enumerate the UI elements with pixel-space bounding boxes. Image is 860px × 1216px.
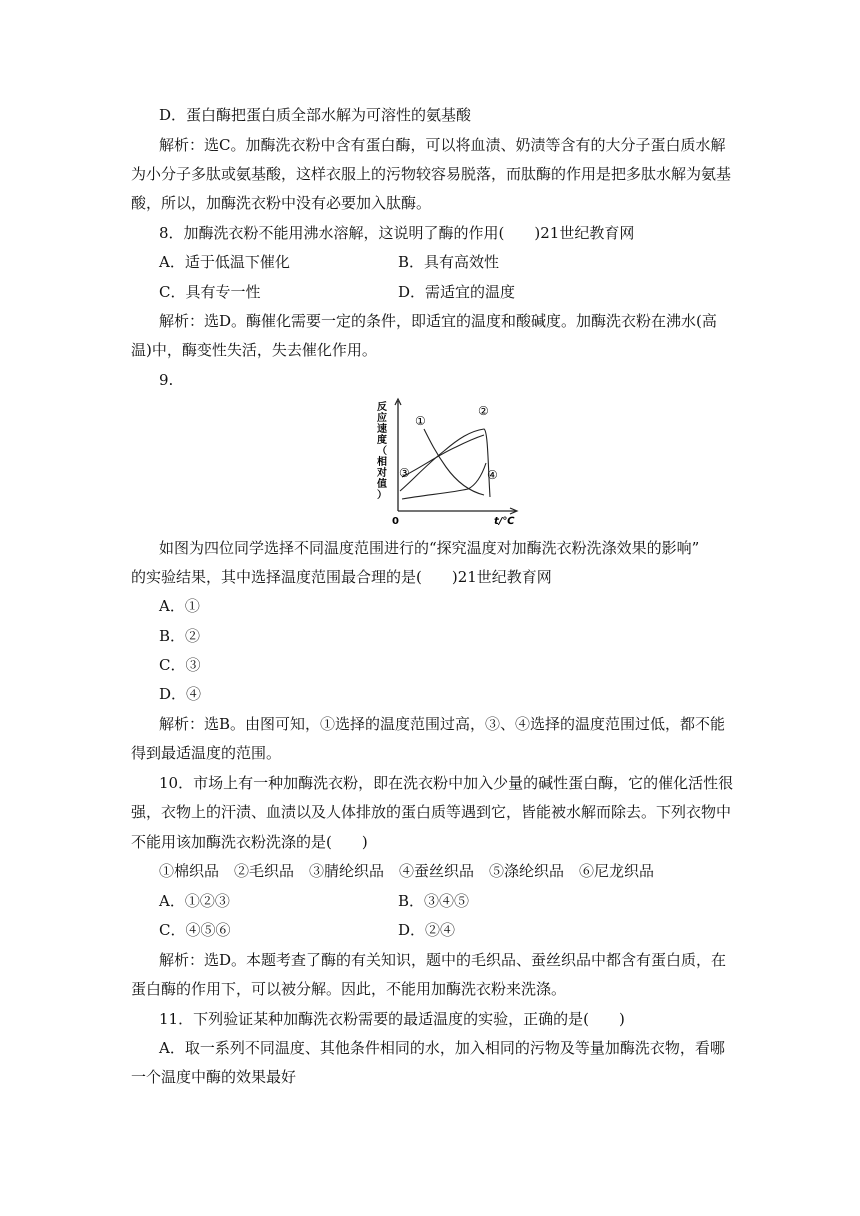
- q11-stem: 11．下列验证某种加酶洗衣粉需要的最适温度的实验，正确的是( ): [159, 1010, 625, 1028]
- q10-stem-line-3: 不能用该加酶洗衣粉洗涤的是( ): [131, 833, 368, 851]
- q10-analysis-line-2: 蛋白酶的作用下，可以被分解。因此，不能用加酶洗衣粉来洗涤。: [131, 980, 567, 998]
- q10-option-b: B．③④⑤: [398, 892, 470, 910]
- svg-text:（: （: [377, 446, 387, 457]
- curve-4: [402, 463, 486, 499]
- q8-option-c: C．具有专一性: [159, 283, 261, 301]
- q8-option-b: B．具有高效性: [398, 253, 500, 271]
- curve-3: [402, 435, 484, 477]
- q10-option-d: D．②④: [398, 921, 456, 939]
- svg-text:值: 值: [377, 479, 387, 490]
- q9-option-b: B．②: [159, 627, 201, 645]
- q10-analysis-line-1: 解析：选D。本题考查了酶的有关知识，题中的毛织品、蚕丝织品中都含有蛋白质，在: [159, 951, 727, 969]
- curve-2-label: ②: [478, 404, 489, 418]
- q11-option-a-line-1: A．取一系列不同温度、其他条件相同的水，加入相同的污物及等量加酶洗衣物，看哪: [159, 1039, 725, 1057]
- q8-analysis-line-1: 解析：选D。酶催化需要一定的条件，即适宜的温度和酸碱度。加酶洗衣粉在沸水(高: [159, 312, 717, 330]
- q7-analysis-line-1: 解析：选C。加酶洗衣粉中含有蛋白酶，可以将血渍、奶渍等含有的大分子蛋白质水解: [159, 136, 726, 154]
- svg-text:应: 应: [377, 413, 387, 424]
- svg-text:反: 反: [377, 402, 387, 413]
- q9-option-d: D．④: [159, 685, 202, 703]
- y-axis-label: [376, 400, 387, 501]
- svg-text:对: 对: [377, 468, 387, 479]
- q10-stem-line-1: 10．市场上有一种加酶洗衣粉，即在洗衣粉中加入少量的碱性蛋白酶，它的催化活性很: [159, 774, 734, 792]
- q8-stem: 8．加酶洗衣粉不能用沸水溶解，这说明了酶的作用( )21世纪教育网: [159, 224, 635, 242]
- origin-label: 0: [392, 516, 399, 527]
- curve-1-label: ①: [415, 414, 426, 428]
- q8-analysis-line-2: 温)中，酶变性失活，失去催化作用。: [131, 341, 377, 359]
- q9-analysis-line-2: 得到最适温度的范围。: [131, 744, 282, 762]
- svg-text:相: 相: [377, 457, 387, 468]
- q7-option-d: D．蛋白酶把蛋白质全部水解为可溶性的氨基酸: [159, 106, 472, 124]
- curve-2: [400, 429, 490, 497]
- q9-analysis-line-1: 解析：选B。由图可知，①选择的温度范围过高，③、④选择的温度范围过低，都不能: [159, 715, 726, 733]
- q9-stem-line-2: 的实验结果，其中选择温度范围最合理的是( )21世纪教育网: [131, 568, 552, 586]
- q9-option-c: C．③: [159, 656, 201, 674]
- q9-stem-line-1: 如图为四位同学选择不同温度范围进行的“探究温度对加酶洗衣粉洗涤效果的影响”: [159, 539, 700, 557]
- q11-option-a-line-2: 一个温度中酶的效果最好: [131, 1068, 297, 1086]
- q8-option-d: D．需适宜的温度: [398, 283, 516, 301]
- q10-option-c: C．④⑤⑥: [159, 921, 231, 939]
- curve-4-label: ④: [487, 468, 498, 482]
- q9-number: 9.: [159, 371, 174, 389]
- q10-option-a: A．①②③: [159, 892, 230, 910]
- temperature-rate-graph: [366, 395, 526, 527]
- q10-stem-line-2: 强，衣物上的汗渍、血渍以及人体排放的蛋白质等遇到它，皆能被水解而除去。下列衣物中: [131, 803, 732, 821]
- q8-option-a: A．适于低温下催化: [159, 253, 290, 271]
- x-axis-label: t/℃: [494, 516, 515, 527]
- svg-text:度: 度: [377, 435, 387, 446]
- q7-analysis-line-2: 为小分子多肽或氨基酸，这样衣服上的污物较容易脱落，而肽酶的作用是把多肽水解为氨基: [131, 165, 732, 183]
- q9-option-a: A．①: [159, 597, 200, 615]
- curve-3-label: ③: [399, 466, 410, 480]
- q7-analysis-line-3: 酸，所以，加酶洗衣粉中没有必要加入肽酶。: [131, 194, 432, 212]
- svg-text:速: 速: [377, 424, 387, 435]
- svg-text:）: ）: [377, 490, 387, 501]
- q10-items: ①棉织品 ②毛织品 ③腈纶织品 ④蚕丝织品 ⑤涤纶织品 ⑥尼龙织品: [159, 862, 655, 880]
